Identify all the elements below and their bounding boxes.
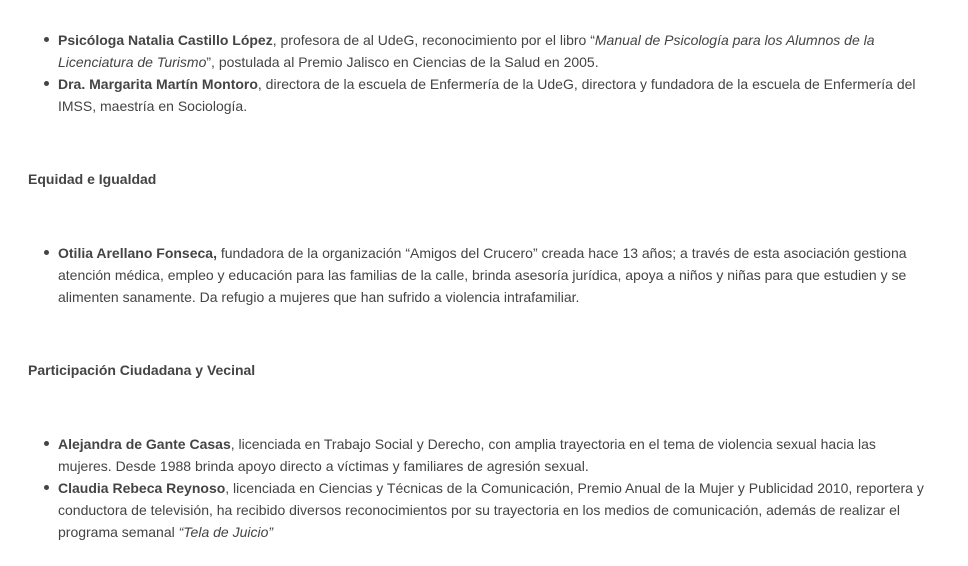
list-item	[58, 242, 928, 308]
description-text: fundadora de la organización “Amigos del Crucero” creada hace 13 años; a través de esta asociación gestiona atención médica, empleo y educación para las familias de la calle, brinda asesoría jurídica, apoya a niños y niñas para que estudien y se alimenten sanamente. Da refugio a mujeres que han sufrido a violencia intrafamiliar.	[58, 245, 907, 305]
award-list-2	[58, 242, 928, 308]
program-title: “Tela de Juicio”	[178, 524, 274, 540]
award-list-3	[58, 433, 928, 543]
person-name: Psicóloga Natalia Castillo López	[58, 32, 273, 48]
description-text: , directora de la escuela de Enfermería de la UdeG, directora y fundadora de la escuela de Enfermería del IMSS, maestría en Sociología.	[58, 76, 916, 114]
section-title: Equidad e Igualdad	[28, 171, 157, 187]
person-name: Claudia Rebeca Reynoso	[58, 480, 226, 496]
section-title: Participación Ciudadana y Vecinal	[28, 362, 256, 378]
description-text: , licenciada en Ciencias y Técnicas de la Comunicación, Premio Anual de la Mujer y Publicidad 2010, reportera y conductora de televisión, ha recibido diversos reconocimientos por su trayectoria en los medios de comunicación, además de realizar el programa semanal	[58, 480, 924, 540]
description-text: , licenciada en Trabajo Social y Derecho, con amplia trayectoria en el tema de violencia sexual hacia las mujeres. Desde 1988 brinda apoyo directo a víctimas y familiares de agresión sexual.	[58, 436, 876, 474]
list-item	[58, 477, 928, 543]
person-name: Otilia Arellano Fonseca,	[58, 245, 217, 261]
description-text: ”, postulada al Premio Jalisco en Ciencias de la Salud en 2005.	[206, 54, 599, 70]
list-item	[58, 73, 928, 117]
person-name: Dra. Margarita Martín Montoro	[58, 76, 258, 92]
award-list-1	[58, 29, 928, 117]
person-name: Alejandra de Gante Casas	[58, 436, 231, 452]
book-title: Manual de Psicología para los Alumnos de la Licenciatura de Turismo	[58, 32, 875, 70]
description-text: , profesora de al UdeG, reconocimiento por el libro “	[272, 32, 595, 48]
list-item	[58, 29, 928, 73]
list-item	[58, 433, 928, 477]
